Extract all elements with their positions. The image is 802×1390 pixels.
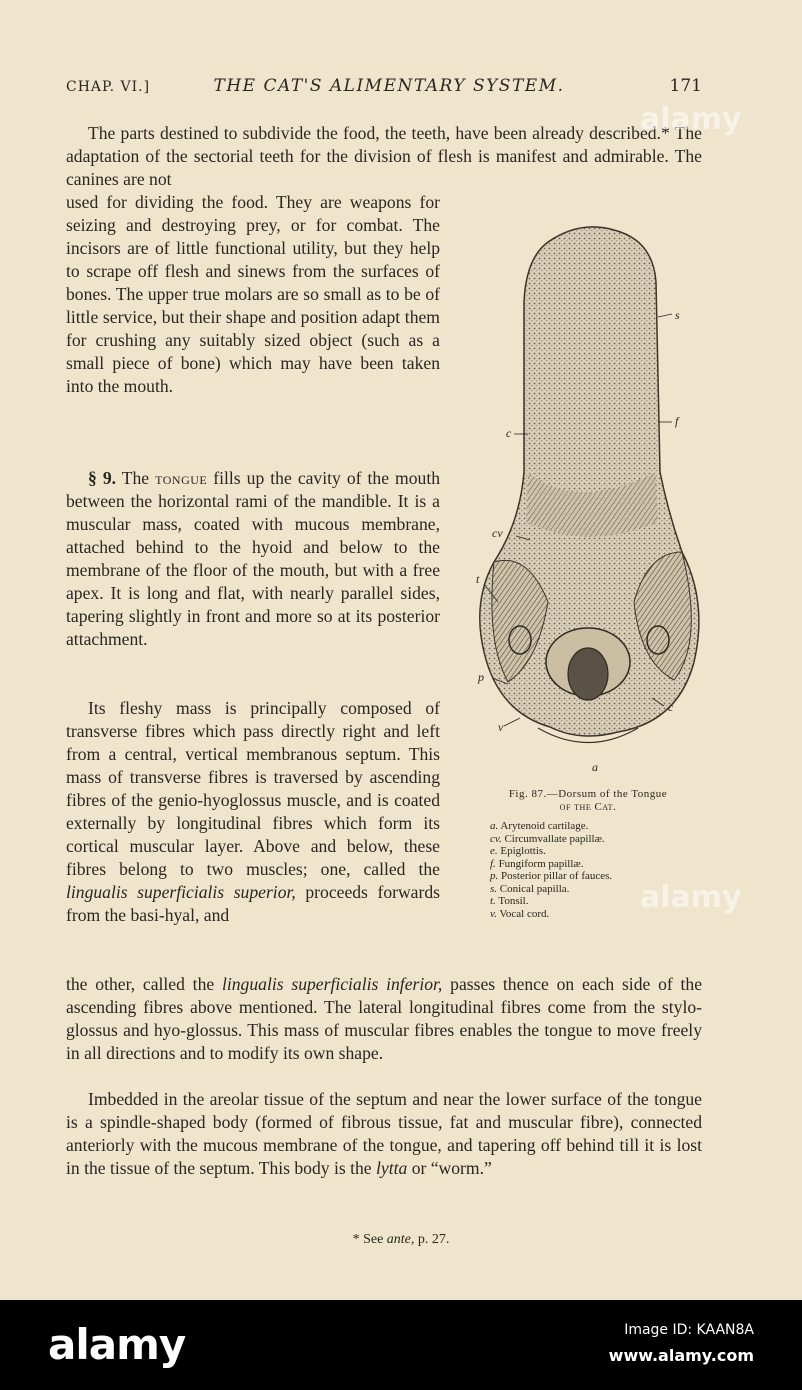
legend-text: Conical papilla. — [499, 882, 570, 895]
legend-text: Arytenoid cartilage. — [500, 820, 589, 832]
paragraph-teeth-continued: used for dividing the food. They are weapons for seizing and destroying prey, or for combat. The incisors are of little functional utility, but they help to scrape off flesh and sinews from the surfaces of bones. The upper true molars are so small as to be of little service, but their shape and position adapt them for crushing any suitably sized object (such as a small piece of bone) which may have been taken into the mouth. — [66, 192, 440, 396]
paragraph-fibres-c: the other, called the — [66, 974, 215, 994]
label-cv: cv — [492, 526, 503, 540]
legend-item — [490, 858, 710, 871]
legend-text: Epiglottis. — [500, 845, 546, 857]
paragraph-lytta — [66, 1088, 702, 1180]
page-number: 171 — [669, 76, 702, 96]
paragraph-tongue-the: The — [121, 468, 150, 488]
paragraph-fibres-a: Its fleshy mass is principally composed of transverse fibres which pass directly right and left from a central, vertical membranous septum. This mass of transverse fibres is traversed by ascending fibres of the genio-hyoglossus muscle, and is coated externally by longitudinal fibres which form its cortical muscular layer. Above and below, these fibres belong to two muscles; one, called the — [66, 698, 440, 879]
label-c-right: c — [668, 700, 674, 714]
watermark-middle: alamy — [640, 880, 742, 915]
label-c-left: c — [506, 426, 512, 440]
lytta-term: lytta — [376, 1158, 408, 1178]
muscle-term-inferior: lingualis superficialis inferior, — [221, 974, 443, 994]
legend-text: Posterior pillar of fauces. — [501, 870, 613, 882]
muscle-term-superior: lingualis superficialis superior, — [66, 882, 296, 902]
legend-text: Circumvallate papillæ. — [504, 832, 605, 845]
caption-line-2: of the Cat. — [559, 801, 617, 813]
label-t: t — [476, 572, 480, 586]
legend-key: cv. — [490, 832, 502, 845]
legend-key: p. — [490, 870, 499, 882]
legend-key: f. — [490, 857, 496, 870]
footnote-suffix: p. 27. — [417, 1232, 450, 1247]
legend-text: Fungiform papillæ. — [498, 857, 584, 870]
paragraph-lytta-a: Imbedded in the areolar tissue of the septum and near the lower surface of the tongue is a spindle-shaped body (formed of fibrous tissue, fat and muscular fibre), connected anteriorly with the mucous membrane of the tongue, and tapering off behind till it is lost in the tissue of the septum. This body is the — [66, 1089, 702, 1178]
footnote — [0, 1232, 802, 1248]
tongue-drawing — [468, 222, 708, 782]
tongue-term: tongue — [155, 468, 208, 488]
stock-footer-bar — [0, 1300, 802, 1390]
running-title: THE CAT'S ALIMENTARY SYSTEM. — [213, 76, 565, 96]
image-id: Image ID: KAAN8A — [624, 1322, 754, 1338]
paragraph-fibres-continued — [66, 973, 702, 1065]
paragraph-teeth-intro: The parts destined to subdivide the food, the teeth, have been already described.* The adaptation of the sectorial teeth for the division of flesh is manifest and admirable. The canines are not — [66, 123, 702, 189]
legend-item — [490, 833, 710, 846]
label-p: p — [478, 670, 484, 684]
paragraph-fibres — [66, 697, 440, 927]
footnote-prefix: * See — [352, 1232, 384, 1247]
tongue-illustration — [468, 222, 708, 782]
paragraph-fibres-d: passes thence on each side of the ascending fibres above mentioned. The lateral longitudinal fibres come from the stylo-glossus and hyo-glossus. This mass of muscular fibres enables the tongue to move freely in all directions and to modify its own shape. — [66, 974, 703, 1063]
legend-item — [490, 845, 710, 858]
label-s: s — [675, 308, 680, 322]
caption-line-1: Fig. 87.—Dorsum of the Tongue — [508, 788, 668, 800]
legend-key: s. — [490, 882, 498, 895]
legend-key: t. — [490, 895, 496, 907]
legend-key: a. — [490, 820, 499, 832]
legend-key: v. — [490, 907, 497, 920]
chapter-label: CHAP. VI.] — [66, 79, 151, 95]
label-v: v — [498, 720, 504, 734]
legend-text: Vocal cord. — [499, 907, 550, 920]
alamy-logo: alamy — [48, 1320, 186, 1369]
section-number: § 9. — [88, 468, 117, 488]
paragraph-lytta-b: or “worm.” — [411, 1158, 492, 1178]
legend-item — [490, 820, 710, 833]
label-f: f — [675, 414, 679, 428]
running-header — [66, 76, 712, 100]
legend-key: e. — [490, 845, 498, 857]
paragraph-tongue — [66, 467, 440, 651]
watermark-top: alamy — [640, 102, 742, 137]
figure-caption — [466, 788, 710, 814]
legend-text: Tonsil. — [498, 895, 529, 907]
site-url: www.alamy.com — [608, 1346, 754, 1365]
paragraph-tongue-body: fills up the cavity of the mouth between the horizontal rami of the mandible. It is a muscular mass, coated with mucous membrane, attached behind to the hyoid and below to the membrane of the floor of the mouth, but with a free apex. It is long and flat, with nearly parallel sides, tapering slightly in front and more so at its posterior attachment. — [66, 468, 440, 649]
footnote-italic: ante, — [386, 1232, 415, 1247]
paragraph-fibres-b: proceeds forwards from the basi-hyal, and — [66, 882, 440, 925]
label-a: a — [592, 760, 598, 774]
